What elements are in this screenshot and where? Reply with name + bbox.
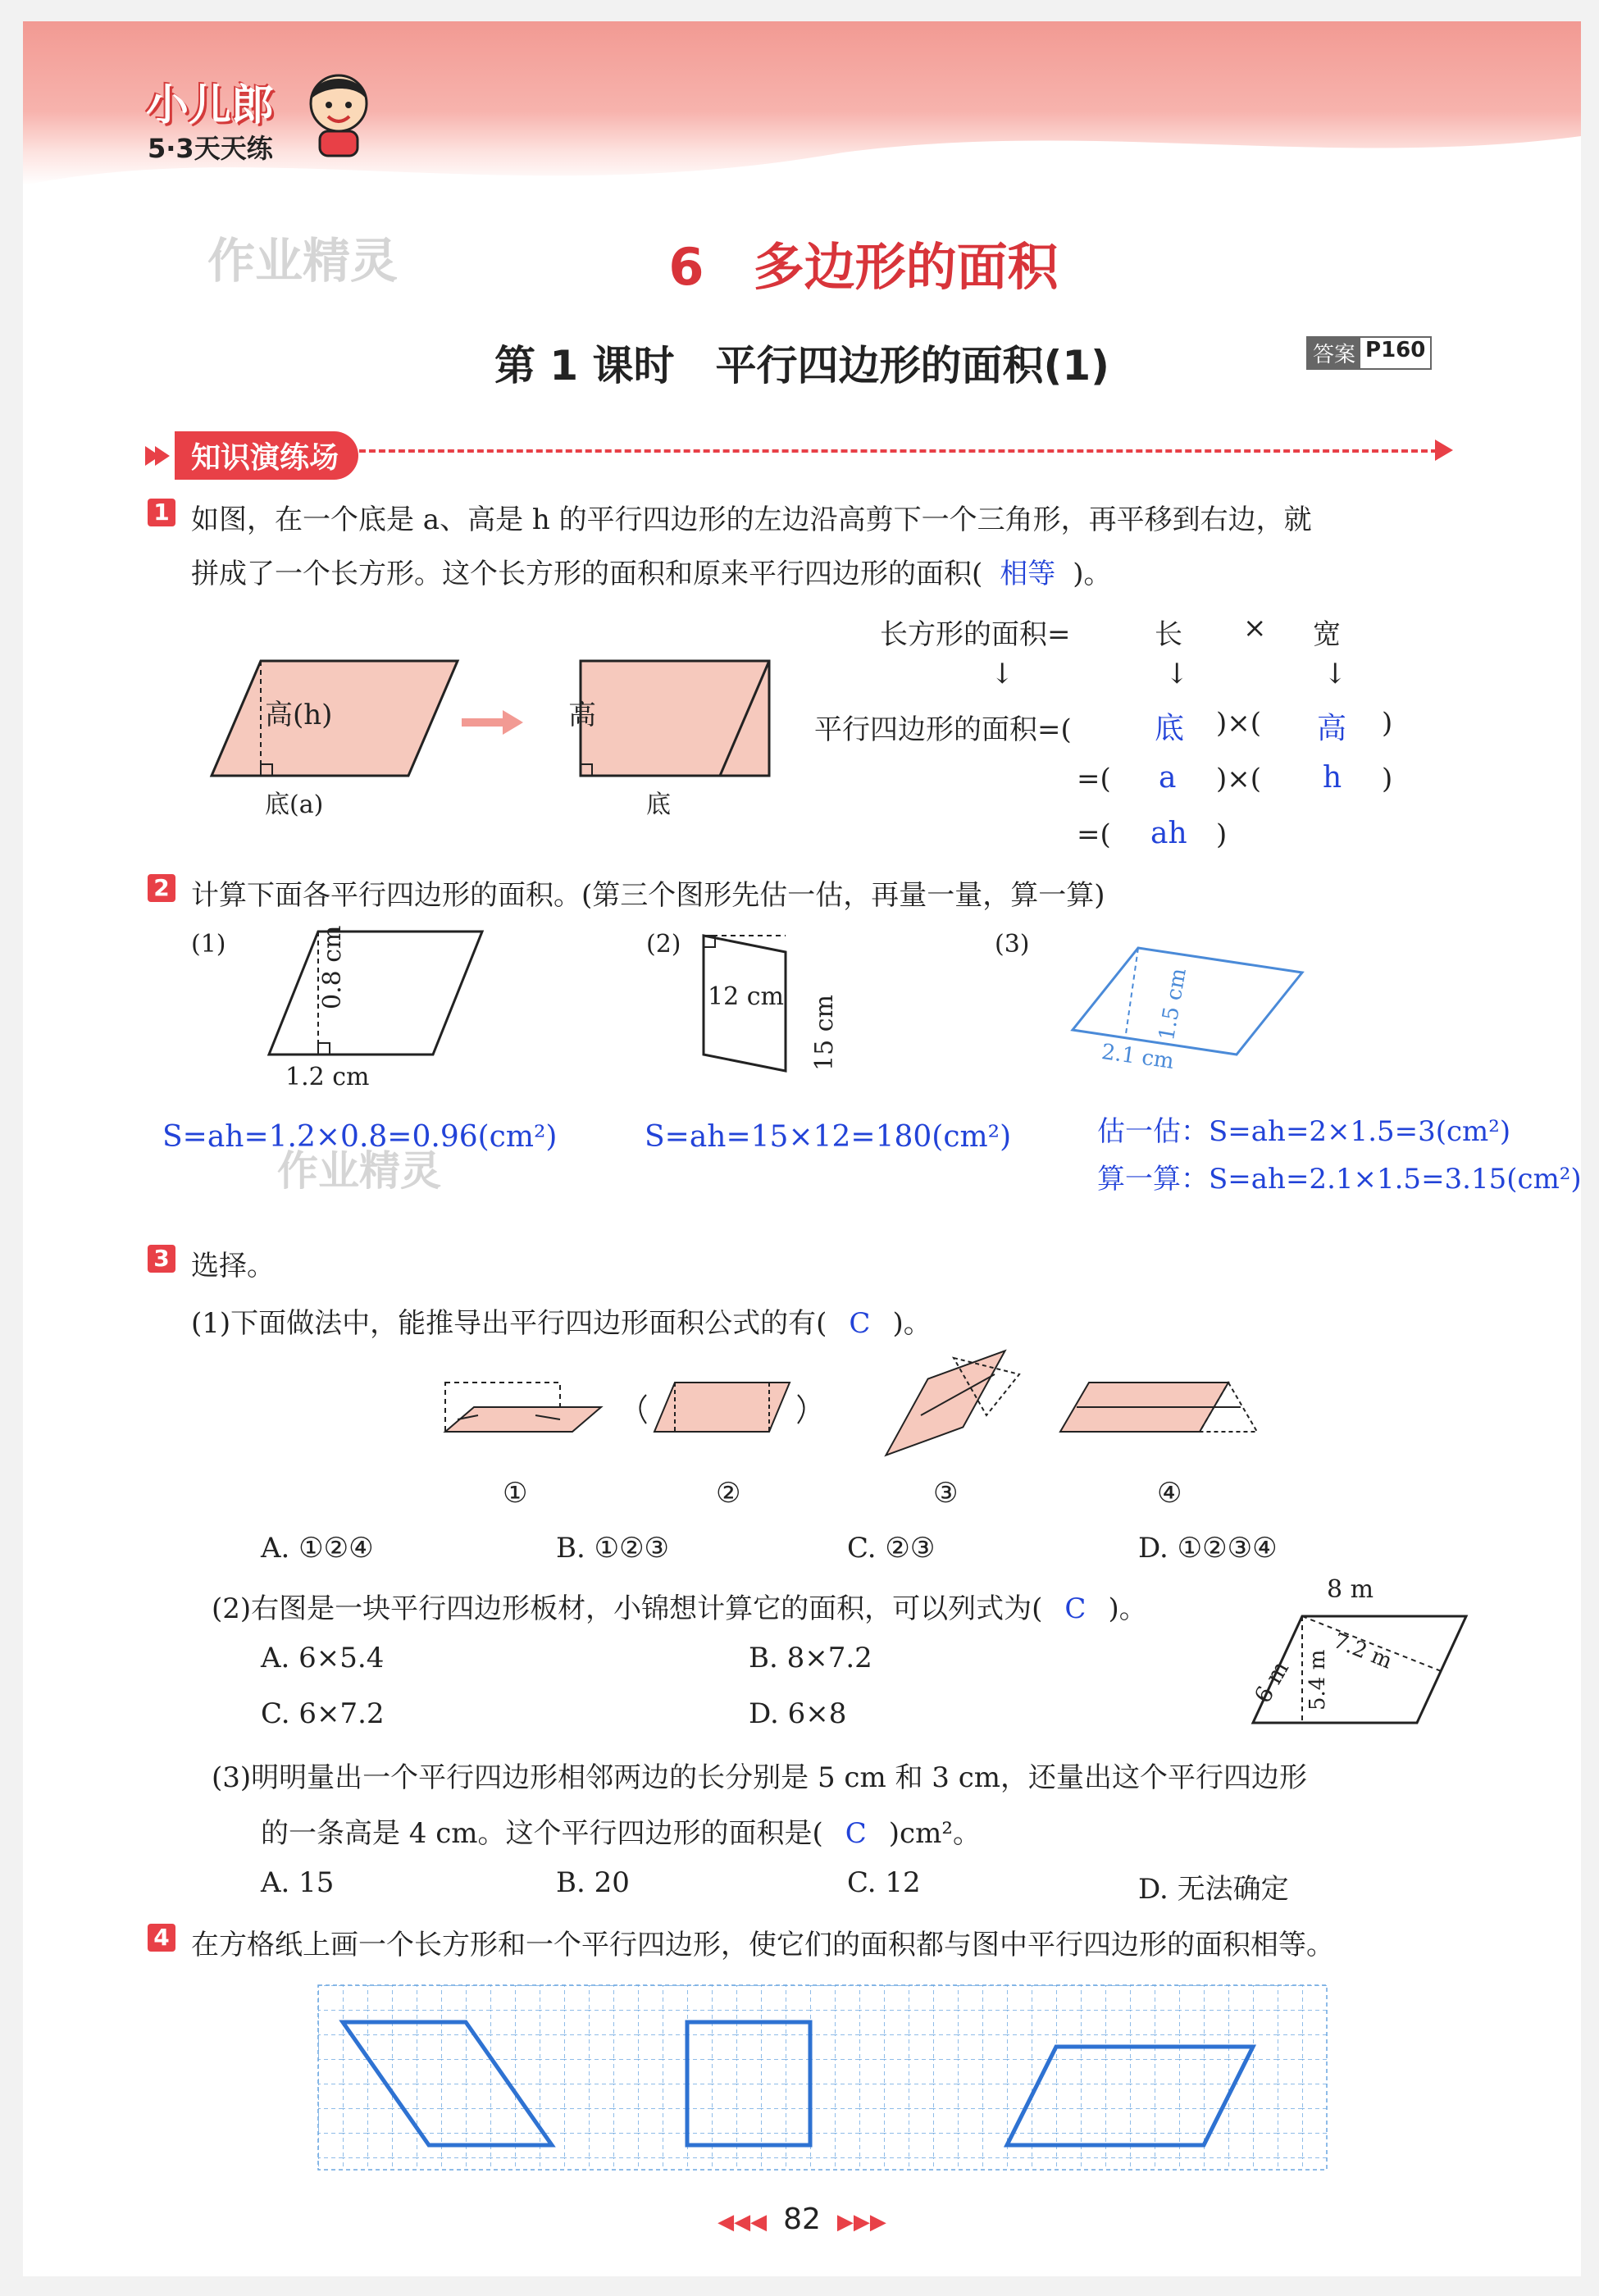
method-4-label: ④	[1157, 1477, 1182, 1510]
q3-title: 选择。	[191, 1250, 275, 1282]
method-3-label: ③	[933, 1477, 959, 1510]
answer-height: 高	[1317, 712, 1347, 745]
q3-s3-option-b[interactable]: B. 20	[556, 1866, 630, 1899]
q2-fig3-height: 1.5 cm	[1155, 966, 1191, 1043]
q2-answer-1: S=ah=1.2×0.8=0.96(cm²)	[162, 1120, 558, 1154]
q4-grid-drawing	[318, 1985, 1335, 2174]
unit-name: 多边形的面积	[753, 237, 1059, 297]
q3-s3-option-c[interactable]: C. 12	[847, 1866, 921, 1899]
page-number: 82	[783, 2203, 821, 2236]
method-2-label: ②	[716, 1477, 741, 1510]
formula-close: )	[1382, 707, 1393, 740]
answer-a: a	[1159, 761, 1177, 795]
formula-close: )	[1216, 818, 1228, 851]
q3-sub1	[191, 1301, 932, 1341]
q1-line2-pre: 拼成了一个长方形。这个长方形的面积和原来平行四边形的面积(	[191, 558, 983, 590]
q3-s2-left-length: 6 m	[1249, 1656, 1295, 1708]
q3-sub3-line2	[261, 1811, 981, 1851]
watermark: 作业精灵	[277, 1147, 441, 1195]
q2-fig2-side: 15 cm	[810, 995, 839, 1071]
section-label: 知识演练场	[175, 431, 358, 480]
q2-fig1-base: 1.2 cm	[285, 1063, 370, 1091]
lesson-title: 第 1 课时 平行四边形的面积(1)	[494, 342, 1110, 390]
answer-reference	[1306, 336, 1432, 370]
mascot-icon	[302, 69, 376, 159]
q1-base-label: 底(a)	[265, 790, 324, 819]
q3-s2-option-d[interactable]: D. 6×8	[749, 1697, 847, 1730]
q3-s3-answer: C	[845, 1817, 867, 1850]
q3-s1-pre: (1)下面做法中，能推导出平行四边形面积公式的有(	[191, 1307, 827, 1340]
q2-text: 计算下面各平行四边形的面积。(第三个图形先估一估，再量一量，算一算)	[191, 879, 1105, 912]
q3-s3-post: )cm²。	[888, 1817, 981, 1850]
q2-answer-3b: 算一算：S=ah=2.1×1.5=3.15(cm²)	[1097, 1163, 1582, 1196]
answer-base: 底	[1155, 712, 1185, 745]
watermark: 作业精灵	[207, 233, 399, 289]
formula-length: 长	[1155, 618, 1182, 651]
q1-rect-height-label: 高	[568, 699, 596, 731]
formula-mid: )×(	[1216, 763, 1262, 795]
q3-s1-option-c[interactable]: C. ②③	[847, 1532, 936, 1565]
q3-sub2	[212, 1586, 1147, 1626]
q2-fig2-label: (2)	[646, 930, 681, 959]
q1-answer: 相等	[1000, 558, 1056, 590]
q3-s1-answer: C	[849, 1307, 871, 1340]
q2-fig3-base: 2.1 cm	[1100, 1039, 1176, 1075]
para-area-formula-label: 平行四边形的面积=(	[814, 713, 1072, 746]
brand-logo: 小儿郎	[146, 81, 275, 130]
section-arrow-icon	[1435, 440, 1453, 461]
arrow-down-icon: ↓	[1165, 658, 1189, 690]
formula-eq-open: =(	[1077, 818, 1111, 851]
q3-s3-pre: 的一条高是 4 cm。这个平行四边形的面积是(	[261, 1817, 823, 1850]
next-arrows-icon: ▶▶▶	[836, 2210, 886, 2234]
q2-answer-2: S=ah=15×12=180(cm²)	[645, 1120, 1012, 1154]
q3-s2-height-2: 7.2 m	[1329, 1629, 1396, 1674]
formula-mid: )×(	[1216, 707, 1262, 740]
q2-fig1-label: (1)	[191, 930, 226, 959]
formula-times: ×	[1243, 612, 1267, 645]
q2-fig1-height: 0.8 cm	[318, 925, 347, 1009]
arrow-down-icon: ↓	[1323, 658, 1347, 690]
section-icon	[142, 440, 175, 472]
prev-arrows-icon: ◀◀◀	[718, 2210, 768, 2234]
q1-text-line2	[191, 551, 1112, 591]
q3-s1-option-a[interactable]: A. ①②④	[261, 1532, 374, 1565]
q4-text: 在方格纸上画一个长方形和一个平行四边形，使它们的面积都与图中平行四边形的面积相等。	[191, 1929, 1334, 1961]
page-footer	[23, 2203, 1581, 2236]
q1-rect-base-label: 底	[646, 790, 671, 819]
answer-h: h	[1323, 761, 1342, 795]
series-name: 5·3天天练	[148, 133, 273, 164]
formula-width: 宽	[1313, 618, 1341, 651]
formula-eq-open: =(	[1077, 763, 1111, 795]
q3-sub3-line1: (3)明明量出一个平行四边形相邻两边的长分别是 5 cm 和 3 cm，还量出这个平行四边形	[212, 1761, 1308, 1794]
method-1-label: ①	[503, 1477, 528, 1510]
q2-fig2-top: 12 cm	[708, 982, 784, 1011]
page	[23, 21, 1581, 2276]
q3-s2-answer: C	[1064, 1592, 1086, 1625]
question-1-number: 1	[148, 499, 175, 526]
unit-title	[23, 226, 1581, 299]
q2-answer-3a: 估一估：S=ah=2×1.5=3(cm²)	[1097, 1115, 1511, 1148]
q1-height-label: 高(h)	[265, 699, 333, 731]
q3-s3-option-d[interactable]: D. 无法确定	[1138, 1873, 1289, 1906]
formula-close: )	[1382, 763, 1393, 795]
section-divider	[310, 449, 1437, 453]
answer-page: P160	[1365, 338, 1426, 362]
q1-line2-post: )。	[1073, 558, 1112, 590]
q3-s2-post: )。	[1108, 1592, 1147, 1625]
q3-s2-pre: (2)右图是一块平行四边形板材，小锦想计算它的面积，可以列式为(	[212, 1592, 1043, 1625]
q3-s2-height-1: 5.4 m	[1305, 1649, 1330, 1711]
answer-ah: ah	[1150, 817, 1187, 850]
q1-text-line1: 如图，在一个底是 a、高是 h 的平行四边形的左边沿高剪下一个三角形，再平移到右边，就	[191, 503, 1312, 536]
q3-s1-option-b[interactable]: B. ①②③	[556, 1532, 670, 1565]
q3-s2-option-c[interactable]: C. 6×7.2	[261, 1697, 385, 1730]
section-header	[142, 431, 358, 480]
q1-transform-arrow-icon	[453, 706, 535, 739]
q3-s2-top-length: 8 m	[1327, 1575, 1374, 1604]
question-2-number: 2	[148, 874, 175, 902]
arrow-down-icon: ↓	[991, 658, 1014, 690]
question-4-number: 4	[148, 1924, 175, 1952]
q3-s1-option-d[interactable]: D. ①②③④	[1138, 1532, 1278, 1565]
q3-s2-option-b[interactable]: B. 8×7.2	[749, 1642, 872, 1674]
q3-s3-option-a[interactable]: A. 15	[261, 1866, 335, 1899]
rect-area-formula-label: 长方形的面积=	[880, 618, 1071, 651]
unit-number: 6	[668, 237, 704, 297]
answer-label: 答案	[1308, 338, 1360, 368]
q3-s1-post: )。	[892, 1307, 932, 1340]
q2-fig1-parallelogram	[236, 923, 515, 1087]
question-3-number: 3	[148, 1245, 175, 1273]
q2-fig3-label: (3)	[995, 930, 1030, 959]
q3-s2-option-a[interactable]: A. 6×5.4	[261, 1642, 385, 1674]
